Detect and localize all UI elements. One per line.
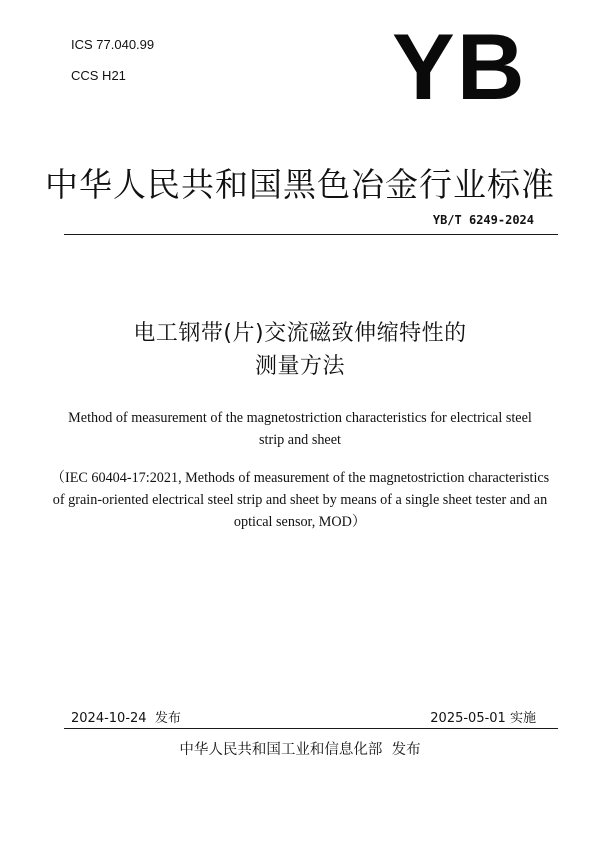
publisher-label: 发布 — [391, 742, 421, 758]
publisher-name: 中华人民共和国工业和信息化部 — [179, 742, 383, 758]
chinese-title-line-2: 测量方法 — [254, 354, 345, 379]
english-title: Method of measurement of the magnetostriction characteristics for electrical steel strip and sheet — [68, 410, 532, 448]
ccs-code: CCS H21 — [71, 68, 126, 83]
chinese-title-line-1: 电工钢带(片)交流磁致伸缩特性的 — [133, 321, 467, 346]
implementation-date — [430, 707, 536, 726]
issue-date-value: 2024-10-24 — [71, 711, 147, 726]
iec-reference: （IEC 60404-17:2021, Methods of measurement of the magnetostriction characteristics of grain-oriented electrical steel strip and sheet by means of a single sheet tester and an optical sensor, MOD） — [50, 470, 550, 530]
chinese-title — [40, 317, 560, 383]
publisher — [40, 738, 560, 759]
footer-divider — [64, 728, 558, 729]
implementation-date-value: 2025-05-01 — [430, 711, 506, 726]
header-divider — [64, 234, 558, 235]
standard-number: YB/T 6249-2024 — [432, 213, 534, 227]
yb-logo: YB — [392, 14, 527, 119]
implementation-date-label: 实施 — [509, 711, 536, 726]
standard-category-title: 中华人民共和国黑色冶金行业标准 — [45, 165, 555, 204]
issue-date — [71, 707, 181, 726]
issue-date-label: 发布 — [154, 711, 181, 726]
ics-code: ICS 77.040.99 — [71, 37, 155, 52]
